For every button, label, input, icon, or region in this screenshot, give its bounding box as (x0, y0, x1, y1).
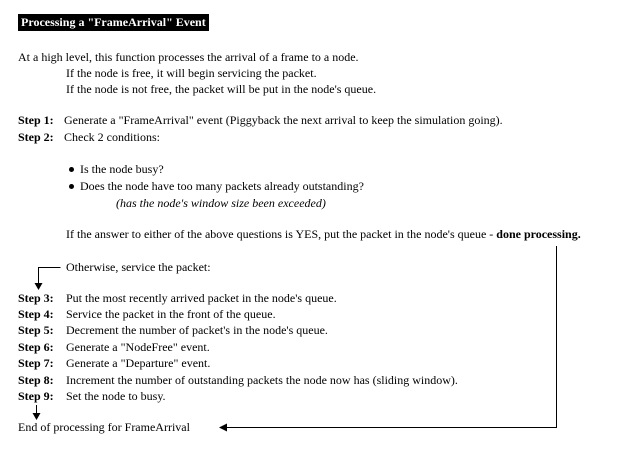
condition-2: Does the node have too many packets already outstanding? (80, 179, 364, 193)
step-4-label: Step 4: (18, 307, 54, 321)
otherwise-connector-line (39, 268, 61, 285)
step-2-text: Check 2 conditions: (64, 130, 160, 144)
end-text: End of processing for FrameArrival (18, 420, 190, 434)
step-9-label: Step 9: (18, 389, 54, 403)
step-4-text: Service the packet in the front of the queue. (66, 307, 276, 321)
step-6-text: Generate a "NodeFree" event. (66, 340, 210, 354)
done-connector-line (226, 246, 557, 428)
step-5-text: Decrement the number of packet's in the node's queue. (66, 323, 328, 337)
condition-2-note: (has the node's window size been exceeded) (116, 196, 326, 210)
step-7-label: Step 7: (18, 356, 54, 370)
step-1-label: Step 1: (18, 113, 54, 127)
condition-1: Is the node busy? (80, 162, 164, 176)
step-8-text: Increment the number of outstanding packets the node now has (sliding window). (66, 373, 458, 387)
if-line-text: If the answer to either of the above questions is YES, put the packet in the node's queue - (66, 227, 497, 241)
done-processing-text: done processing. (496, 227, 581, 241)
step-9-text: Set the node to busy. (66, 389, 166, 403)
step-7-text: Generate a "Departure" event. (66, 356, 211, 370)
step-5-label: Step 5: (18, 323, 54, 337)
step-2-label: Step 2: (18, 130, 54, 144)
step-6-label: Step 6: (18, 340, 54, 354)
intro-line-2: If the node is free, it will begin servicing the packet. (66, 66, 317, 80)
page-title: Processing a "FrameArrival" Event (18, 14, 209, 31)
step-1-text: Generate a "FrameArrival" event (Piggyback the next arrival to keep the simulation going). (64, 113, 503, 127)
arrow-down-icon (35, 283, 43, 290)
step-8-label: Step 8: (18, 373, 54, 387)
arrow-left-icon (219, 424, 227, 432)
intro-line-1: At a high level, this function processes the arrival of a frame to a node. (18, 50, 359, 64)
arrow-down-icon (33, 413, 41, 420)
step-3-label: Step 3: (18, 291, 54, 305)
otherwise-text: Otherwise, service the packet: (66, 260, 211, 274)
intro-line-3: If the node is not free, the packet will be put in the node's queue. (66, 82, 377, 96)
step-3-text: Put the most recently arrived packet in the node's queue. (66, 291, 337, 305)
